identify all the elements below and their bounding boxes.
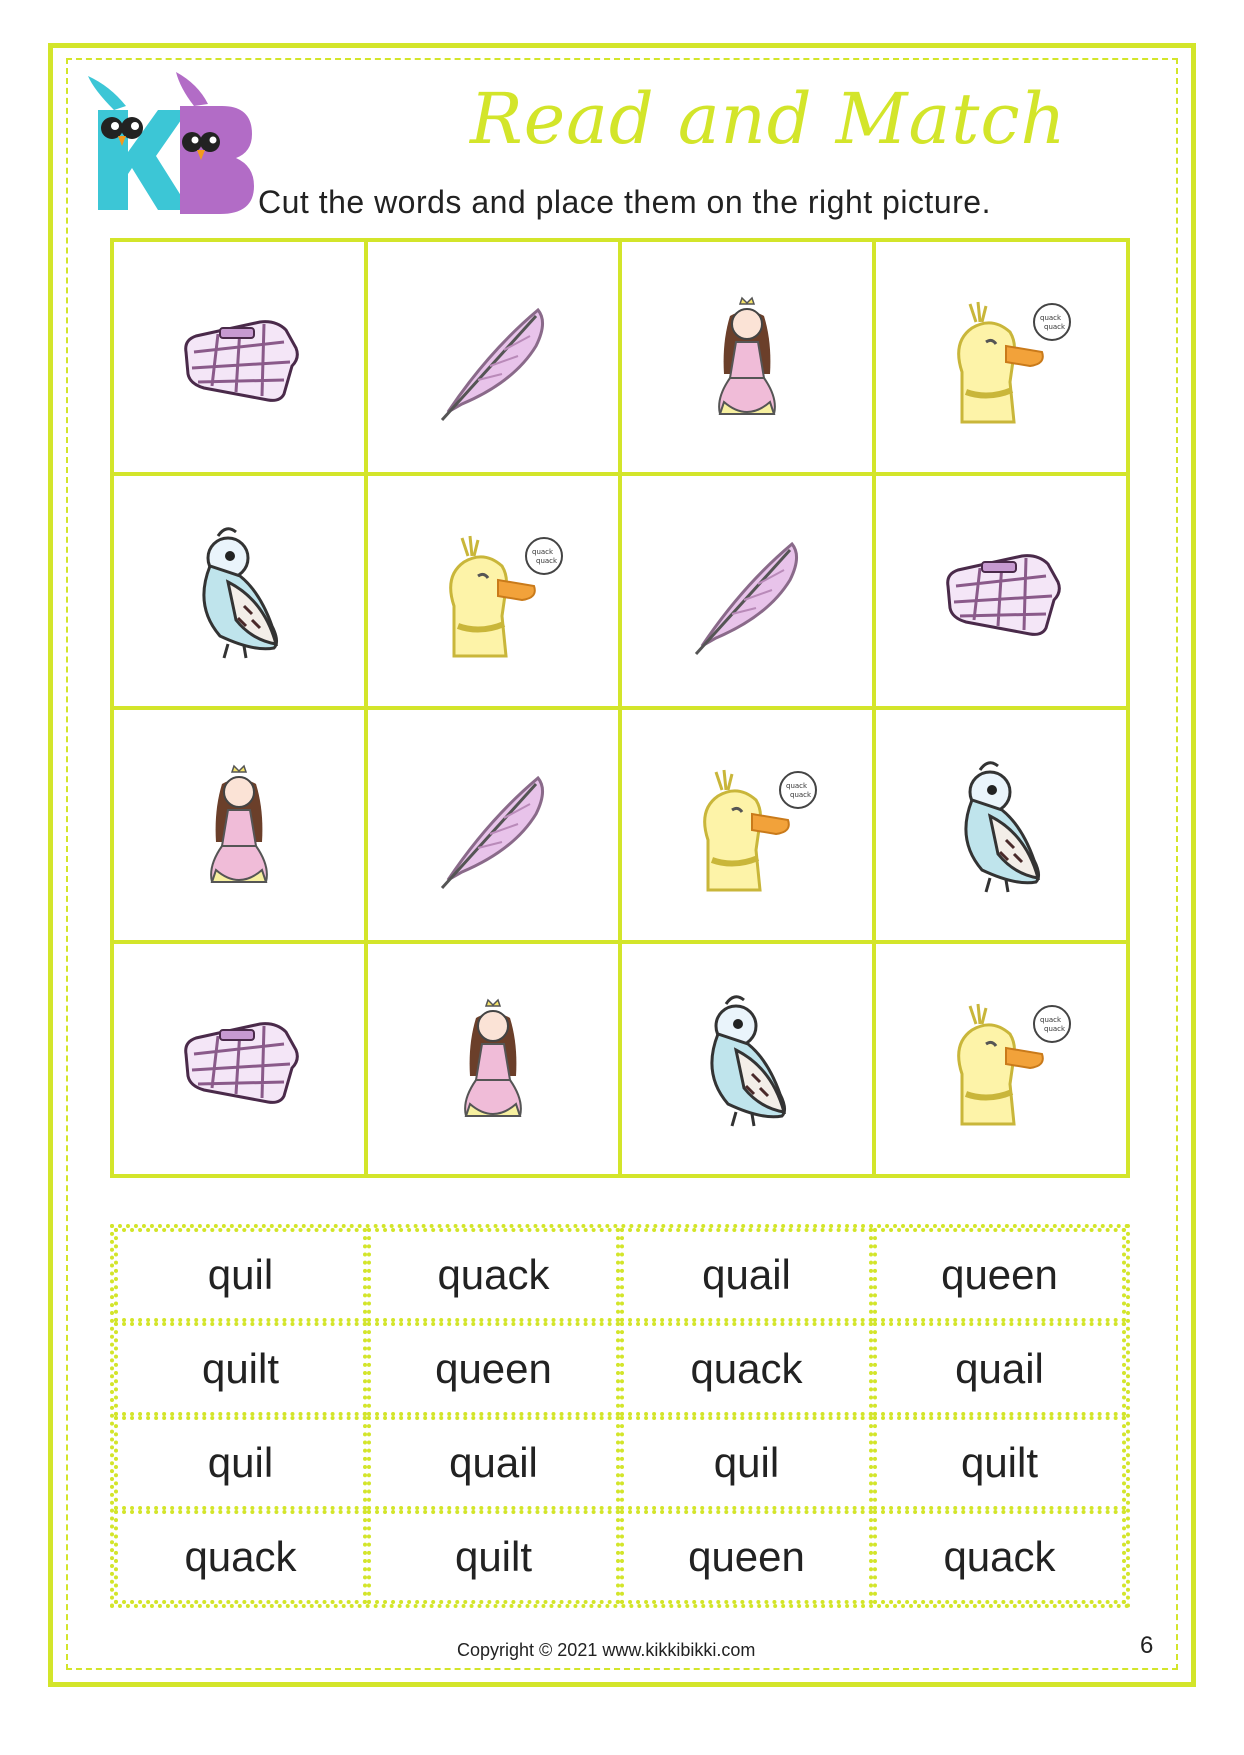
duck-quack-icon [418,516,568,666]
word-card[interactable]: quil [114,1416,367,1510]
picture-cell [874,708,1128,942]
picture-cell [874,942,1128,1176]
word-card[interactable]: queen [620,1510,873,1604]
quail-icon [672,984,822,1134]
picture-cell [874,474,1128,708]
word-card[interactable]: quail [873,1322,1126,1416]
picture-grid [110,238,1130,1178]
picture-cell [112,240,366,474]
picture-cell [620,942,874,1176]
word-card[interactable]: quilt [873,1416,1126,1510]
word-card[interactable]: quack [873,1510,1126,1604]
feather-quill-icon [418,750,568,900]
duck-quack-icon [926,282,1076,432]
duck-quack-icon [926,984,1076,1134]
word-card[interactable]: queen [367,1322,620,1416]
word-card[interactable]: quack [114,1510,367,1604]
quilt-icon [164,984,314,1134]
page-title: Read and Match [470,78,1067,160]
picture-cell [366,708,620,942]
word-card[interactable]: queen [873,1228,1126,1322]
queen-icon [418,984,568,1134]
queen-icon [672,282,822,432]
picture-cell [620,708,874,942]
word-cutout-grid [110,1224,1130,1608]
quail-icon [164,516,314,666]
logo-text: KB [84,70,86,71]
picture-cell [620,474,874,708]
word-card[interactable]: quilt [367,1510,620,1604]
word-card[interactable]: quack [620,1322,873,1416]
word-card[interactable]: quail [620,1228,873,1322]
copyright-text: Copyright © 2021 www.kikkibikki.com [457,1640,756,1660]
duck-quack-icon [672,750,822,900]
page-number: 6 [1140,1632,1154,1659]
instructions-text: Cut the words and place them on the right picture. [258,184,991,220]
word-card[interactable]: quil [620,1416,873,1510]
word-card[interactable]: quil [114,1228,367,1322]
feather-quill-icon [672,516,822,666]
quilt-icon [926,516,1076,666]
quail-icon [926,750,1076,900]
picture-cell [620,240,874,474]
picture-cell [112,474,366,708]
picture-cell [112,942,366,1176]
queen-icon [164,750,314,900]
word-card[interactable]: quilt [114,1322,367,1416]
feather-quill-icon [418,282,568,432]
kb-logo [84,70,256,220]
picture-cell [112,708,366,942]
picture-cell [366,240,620,474]
picture-cell [366,474,620,708]
quilt-icon [164,282,314,432]
word-card[interactable]: quail [367,1416,620,1510]
picture-cell [874,240,1128,474]
picture-cell [366,942,620,1176]
word-card[interactable]: quack [367,1228,620,1322]
